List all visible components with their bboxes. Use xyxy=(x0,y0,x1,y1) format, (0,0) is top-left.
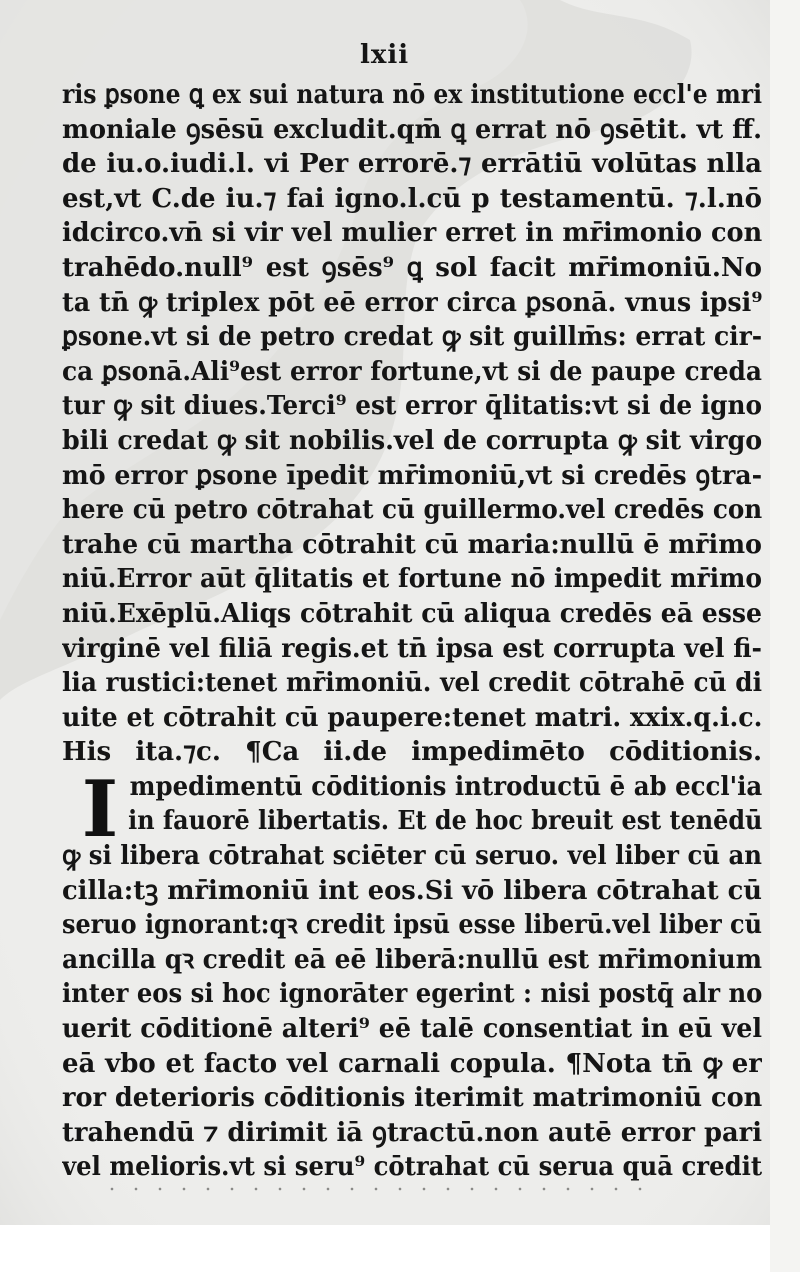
text-line: ꝙ si libera cōtrahat sciēter cū seruo. vel liber cū an xyxy=(62,841,762,872)
text-line: ris ꝑsone ꝗ ex sui natura nō ex institutione eccl'e mri xyxy=(62,80,762,110)
chapter-heading: His ita.⁊c. ¶Ca ii.de impedimēto cōditionis. xyxy=(62,737,762,768)
text-block xyxy=(62,78,762,1185)
text-line: ror deterioris cōditionis iterimit matrimoniū con xyxy=(62,1083,762,1114)
text-line: niū.Exēplū.Aliqs cōtrahit cū aliqua credēs eā esse xyxy=(62,598,762,629)
text-line: niū.Error aūt q̄litatis et fortune nō impedit mr̄imo xyxy=(62,564,762,595)
text-line: uite et cōtrahit cū paupere:tenet matri. xxix.q.i.c. xyxy=(62,702,762,733)
text-line: trahendū ⁊ dirimit iā ꝯtractū.non autē error pari xyxy=(62,1117,762,1148)
text-line: est,vt C.de iu.⁊ fai igno.l.cū p testamentū. ⁊.l.nō xyxy=(62,183,762,214)
text-line: bili credat ꝙ sit nobilis.vel de corrupta ꝙ sit virgo xyxy=(62,425,762,456)
text-line: moniale ꝯsēsū excludit.qm̄ ꝗ errat nō ꝯsētit. vt ff. xyxy=(62,114,762,145)
text-line: de iu.o.iudi.l. vi Per errorē.⁊ errātiū volūtas nlla xyxy=(62,149,762,180)
text-line: trahēdo.null⁹ est ꝯsēs⁹ ꝗ sol facit mr̄imoniū.No xyxy=(62,252,762,283)
text-line: cilla:tꝫ mr̄imoniū int eos.Si vō libera cōtrahat cū xyxy=(62,875,762,906)
text-line: uerit cōditionē alteri⁹ eē talē consentiat in eū vel xyxy=(62,1014,762,1045)
text-line: in fauorē libertatis. Et de hoc breuit est tenēdū xyxy=(128,806,762,837)
text-line: ancilla qꝛ credit eā eē liberā:nullū est mr̄imonium xyxy=(62,944,762,975)
text-line: ꝑsone.vt si de petro credat ꝙ sit guillm̄s: errat cir- xyxy=(62,322,762,353)
text-line: seruo ignorant:qꝛ credit ipsū esse liberū.vel liber cū xyxy=(62,910,762,941)
bottom-speckle xyxy=(100,1185,660,1193)
text-line: mō error ꝑsone īpedit mr̄imoniū,vt si credēs ꝯtra- xyxy=(62,460,762,491)
text-line: idcirco.vn̄ si vir vel mulier erret in mr̄imonio con xyxy=(62,218,762,249)
text-line: vel melioris.vt si seru⁹ cōtrahat cū serua quā credit xyxy=(62,1152,762,1183)
text-line: trahe cū martha cōtrahit cū maria:nullū ē mr̄imo xyxy=(62,529,762,560)
text-line: lia rustici:tenet mr̄imoniū. vel credit cōtrahē cū di xyxy=(62,668,762,699)
text-line: eā vbo et facto vel carnali copula. ¶Nota tn̄ ꝙ er xyxy=(62,1048,762,1079)
drop-initial: I xyxy=(81,764,119,855)
text-line: ta tn̄ ꝙ triplex pōt eē error circa ꝑsonā. vnus ipsi⁹ xyxy=(62,287,762,318)
text-line: mpedimentū cōditionis introductū ē ab eccl'ia xyxy=(129,771,762,802)
text-line: virginē vel filiā regis.et tn̄ ipsa est corrupta vel fi- xyxy=(62,633,762,664)
folio-number: lxii xyxy=(360,40,410,70)
text-line: ca ꝑsonā.Ali⁹est error fortune,vt si de paupe creda xyxy=(62,356,762,387)
text-line: inter eos si hoc ignorāter egerint : nisi postq̄ alr no xyxy=(62,979,762,1010)
text-line: tur ꝙ sit diues.Terci⁹ est error q̄litatis:vt si de igno xyxy=(62,391,762,422)
text-line: here cū petro cōtrahat cū guillermo.vel credēs con xyxy=(62,495,762,526)
